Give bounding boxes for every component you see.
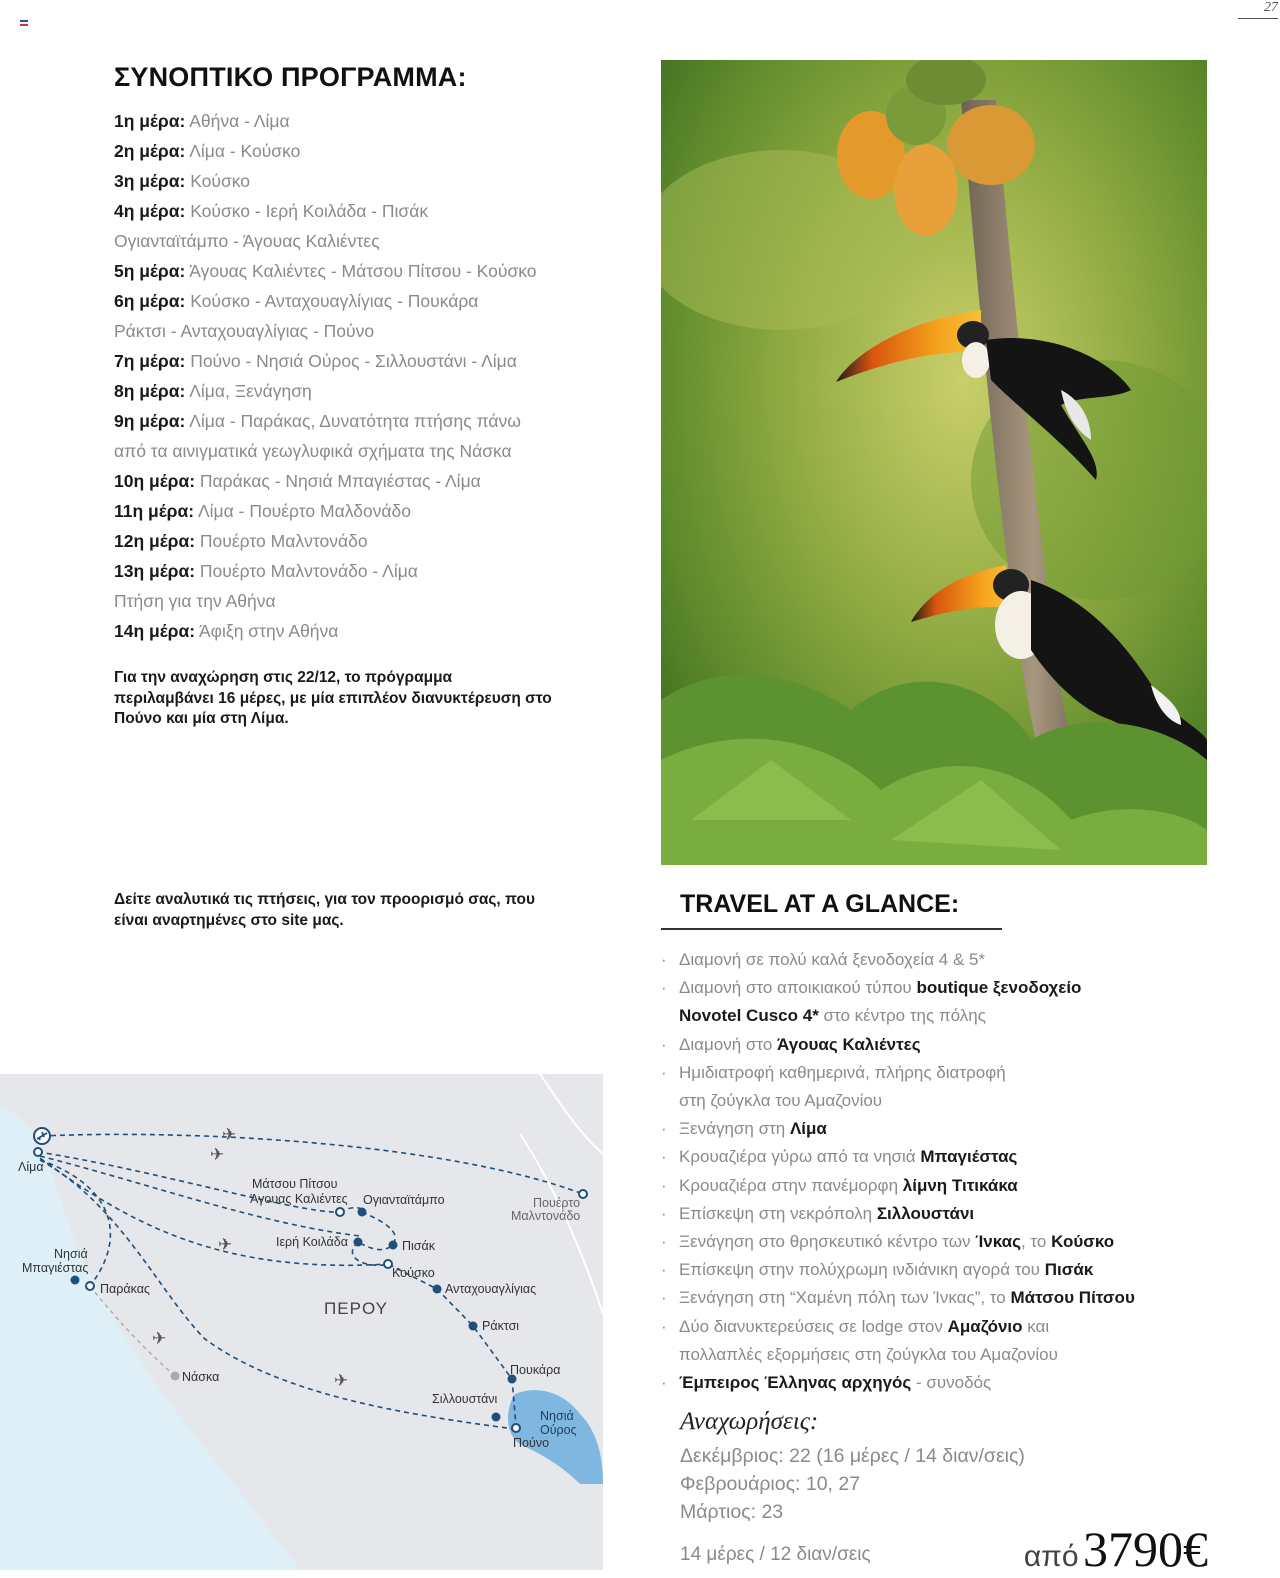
map-point-paracas: [86, 1282, 94, 1290]
glance-item-bold: Μάτσου Πίτσου: [1010, 1288, 1135, 1308]
program-day-label: 1η μέρα:: [114, 111, 186, 131]
bullet-icon: ·: [661, 1062, 667, 1082]
bullet-icon: ·: [661, 1175, 667, 1195]
program-day: [114, 256, 537, 286]
map-point-pisac: [389, 1241, 398, 1250]
plane-icon: ✈: [334, 1371, 349, 1390]
map-point-puno: [512, 1424, 520, 1432]
map-label-pisac: Πισάκ: [402, 1239, 435, 1253]
map-label-paracas: Παράκας: [100, 1282, 150, 1296]
program-day-text: Κούσκο - Ιερή Κοιλάδα - Πισάκ: [190, 201, 429, 221]
program-day: [114, 286, 537, 316]
program-day-label: 14η μέρα:: [114, 621, 196, 641]
glance-item-continuation: [679, 1002, 1135, 1030]
program-day-label: 5η μέρα:: [114, 261, 186, 281]
plane-icon: ✈: [210, 1145, 225, 1164]
glance-item-text: Ημιδιατροφή καθημερινά, πλήρης διατροφή: [679, 1062, 1006, 1082]
map-point-andahuaylillas: [433, 1285, 442, 1294]
glance-item: [661, 1284, 1135, 1312]
bullet-icon: ·: [661, 1288, 667, 1308]
glance-item-text: πολλαπλές εξορμήσεις στη ζούγκλα του Αμαζονίου: [679, 1344, 1058, 1364]
glance-divider: [661, 928, 1002, 930]
glance-item-text: Διαμονή στο αποικιακού τύπου: [679, 978, 917, 998]
glance-item-bold: Έμπειρος Έλληνας αρχηγός: [679, 1373, 912, 1393]
glance-item-text: Δύο διανυκτερεύσεις σε lodge στον: [679, 1316, 948, 1336]
map-label-ballestas: Μπαγιέστας: [22, 1261, 89, 1275]
bullet-icon: ·: [661, 978, 667, 998]
glance-item: [661, 1256, 1135, 1284]
program-day-label: 2η μέρα:: [114, 141, 186, 161]
map-point-lima: [34, 1148, 42, 1156]
glance-item: [661, 1059, 1135, 1115]
glance-item-bold: Κούσκο: [1051, 1232, 1115, 1252]
map-label-nasca: Νάσκα: [182, 1370, 220, 1384]
glance-item-bold: Novotel Cusco 4*: [679, 1006, 819, 1026]
departure-note: Για την αναχώρηση στις 22/12, το πρόγραμμα περιλαμβάνει 16 μέρες, με μία επιπλέον διανυκτέρευση στο Πούνο και μία στη Λίμα.: [114, 669, 552, 727]
glance-item-text: και: [1022, 1316, 1050, 1336]
program-day: [114, 346, 537, 376]
glance-item: [661, 1172, 1135, 1200]
glance-item-text: Διαμονή στο: [679, 1034, 778, 1054]
bullet-icon: ·: [661, 1147, 667, 1167]
bullet-icon: ·: [661, 1034, 667, 1054]
bullet-icon: ·: [661, 1119, 667, 1139]
map-point-ballestas: [71, 1276, 80, 1285]
toucan-photo: [661, 60, 1207, 865]
plane-icon: ✈: [218, 1235, 233, 1254]
program-day: [114, 106, 537, 136]
program-day-label: 3η μέρα:: [114, 171, 186, 191]
glance-item-bold: Ίνκας: [975, 1232, 1021, 1252]
glance-item-text: Διαμονή σε πολύ καλά ξενοδοχεία 4 & 5*: [679, 950, 986, 969]
glance-item-bold: Σιλλουστάνι: [876, 1203, 975, 1223]
map-label-cusco: Κούσκο: [392, 1266, 435, 1280]
program-day-text: Άγουας Καλιέντες - Μάτσου Πίτσου - Κούσκο: [189, 261, 537, 281]
program-day-text: Άφιξη στην Αθήνα: [198, 621, 339, 641]
flag-icon: [20, 20, 28, 26]
map-label-sillustani: Σιλλουστάνι: [432, 1392, 498, 1406]
program-day: [114, 526, 537, 556]
trip-duration: 14 μέρες / 12 διαν/σεις: [680, 1544, 871, 1565]
program-day-continuation: Ογιανταϊτάμπο - Άγουας Καλιέντες: [114, 231, 380, 251]
program-day-continuation: Πτήση για την Αθήνα: [114, 591, 276, 611]
glance-item: [661, 1200, 1135, 1228]
map-point-ollanta: [358, 1208, 367, 1217]
program-day: [114, 196, 537, 226]
program-day: [114, 166, 537, 196]
program-day: [114, 466, 537, 496]
map-label-puerto-maldonado: Μαλντονάδο: [511, 1209, 581, 1223]
program-day-continuation: Ράκτσι - Ανταχουαγλίγιας - Πούνο: [114, 321, 375, 341]
glance-item-bold: boutique ξενοδοχείο: [916, 978, 1082, 998]
program-day: [114, 616, 537, 646]
map-point-sacred-valley: [354, 1238, 363, 1247]
program-day-continuation: από τα αινιγματικά γεωγλυφικά σχήματα της Νάσκα: [114, 441, 512, 461]
map-point-cusco: [384, 1260, 392, 1268]
map-label-uros: Ούρος: [540, 1423, 577, 1437]
bullet-icon: ·: [661, 1203, 667, 1223]
program-day-list: [114, 106, 537, 646]
glance-title: TRAVEL AT A GLANCE:: [680, 890, 960, 918]
program-day-label: 13η μέρα:: [114, 561, 196, 581]
program-day: [114, 406, 537, 436]
glance-item: [661, 974, 1135, 1030]
map-label-puno: Πούνο: [513, 1436, 550, 1450]
program-day: [114, 556, 537, 586]
glance-item-bold: Αμαζόνιο: [947, 1316, 1023, 1336]
glance-item: [661, 1031, 1135, 1059]
program-day-text: Λίμα - Παράκας, Δυνατότητα πτήσης πάνω: [189, 411, 521, 431]
price-prefix: από: [1023, 1540, 1079, 1573]
program-day-label: 10η μέρα:: [114, 471, 196, 491]
glance-item-text: Επίσκεψη στη νεκρόπολη: [679, 1203, 877, 1223]
page-number: 27: [1238, 0, 1278, 19]
plane-icon: ✈: [222, 1125, 237, 1144]
map-label-puerto-maldonado: Πουέρτο: [533, 1196, 581, 1210]
departures-title: Αναχωρήσεις:: [680, 1408, 819, 1435]
map-label-andahuaylillas: Ανταχουαγλίγιας: [445, 1282, 537, 1296]
map-point-sillustani: [492, 1413, 501, 1422]
glance-item-text: Επίσκεψη στην πολύχρωμη ινδιάνικη αγορά του: [679, 1260, 1045, 1280]
map-label-raqchi: Ράκτσι: [482, 1319, 520, 1333]
airport-icon: [34, 1128, 50, 1144]
glance-item-text: Ξενάγηση στη “Χαμένη πόλη των Ίνκας”, το: [679, 1288, 1011, 1308]
program-day-text: Πούνο - Νησιά Ούρος - Σιλλουστάνι - Λίμα: [190, 351, 517, 371]
bullet-icon: ·: [661, 1232, 667, 1252]
map-country-label: ΠΕΡΟΥ: [324, 1299, 388, 1318]
bullet-icon: ·: [661, 1316, 667, 1336]
map-label-machu-picchu: Μάτσου Πίτσου: [252, 1177, 338, 1191]
price-value: 3790€: [1083, 1521, 1208, 1577]
map-label-aguas-calientes: Άγουας Καλιέντες: [250, 1192, 348, 1206]
glance-item-continuation: [679, 1341, 1135, 1369]
bullet-icon: ·: [661, 950, 667, 969]
program-day: [114, 376, 537, 406]
program-day-text: Λίμα - Κούσκο: [189, 141, 301, 161]
glance-item-text: , το: [1020, 1232, 1052, 1252]
map-label-pucara: Πουκάρα: [510, 1363, 561, 1377]
map-label-ballestas: Νησιά: [54, 1247, 88, 1261]
departure-dates: [680, 1442, 1025, 1526]
glance-item-text: - συνοδός: [911, 1373, 992, 1393]
program-day-text: Λίμα - Πουέρτο Μαλδονάδο: [197, 501, 412, 521]
map-label-uros: Νησιά: [540, 1409, 574, 1423]
program-day-text: Παράκας - Νησιά Μπαγιέστας - Λίμα: [199, 471, 481, 491]
map-point-aguas: [336, 1208, 344, 1216]
map-label-ollantaytambo: Ογιανταϊτάμπο: [363, 1193, 445, 1207]
program-day: [114, 136, 537, 166]
program-day-text: Κούσκο - Ανταχουαγλίγιας - Πουκάρα: [190, 291, 479, 311]
price: [1024, 1520, 1208, 1578]
glance-item-continuation: [679, 1087, 1135, 1115]
glance-item-bold: λίμνη Τιτικάκα: [902, 1175, 1018, 1195]
bullet-icon: ·: [661, 1260, 667, 1280]
glance-item: [661, 1228, 1135, 1256]
glance-item-text: Ξενάγηση στο θρησκευτικό κέντρο των: [679, 1232, 976, 1252]
program-day-label: 8η μέρα:: [114, 381, 186, 401]
glance-list: [661, 946, 1135, 1397]
program-day-text: Κούσκο: [190, 171, 251, 191]
departure-line: Μάρτιος: 23: [680, 1501, 784, 1523]
program-day-label: 4η μέρα:: [114, 201, 186, 221]
program-day: [114, 496, 537, 526]
departure-line: Δεκέμβριος: 22 (16 μέρες / 14 διαν/σεις): [680, 1445, 1025, 1467]
glance-item: [661, 1143, 1135, 1171]
program-title: ΣΥΝΟΠΤΙΚΟ ΠΡΟΓΡΑΜΜΑ:: [114, 62, 467, 92]
map-label-sacred-valley: Ιερή Κοιλάδα: [276, 1235, 348, 1249]
program-day-text: Πουέρτο Μαλντονάδο - Λίμα: [199, 561, 418, 581]
glance-item-bold: Μπαγιέστας: [920, 1147, 1018, 1167]
glance-item-text: στο κέντρο της πόλης: [818, 1006, 986, 1026]
program-day-label: 11η μέρα:: [114, 501, 195, 521]
program-day-text: Λίμα, Ξενάγηση: [189, 381, 312, 401]
departure-line: Φεβρουάριος: 10, 27: [680, 1473, 861, 1495]
glance-item: [661, 1115, 1135, 1143]
map-point-puerto-maldonado: [579, 1190, 587, 1198]
program-day-label: 9η μέρα:: [114, 411, 186, 431]
program-day-label: 6η μέρα:: [114, 291, 186, 311]
bullet-icon: ·: [661, 1373, 667, 1393]
map-point-nasca: [171, 1372, 180, 1381]
program-day-label: 7η μέρα:: [114, 351, 186, 371]
program-day-text: Πουέρτο Μαλντονάδο: [199, 531, 368, 551]
flights-note: Δείτε αναλυτικά τις πτήσεις, για τον προορισμό σας, που είναι αναρτημένες στο site μας.: [114, 891, 535, 929]
glance-item-text: στη ζούγκλα του Αμαζονίου: [679, 1091, 883, 1111]
glance-item-bold: Άγουας Καλιέντες: [777, 1034, 921, 1054]
map-point-raqchi: [469, 1322, 478, 1331]
glance-item: [661, 1369, 1135, 1397]
route-map: [0, 1074, 603, 1570]
map-label-lima: Λίμα: [18, 1160, 44, 1174]
glance-item-bold: Λίμα: [789, 1119, 827, 1139]
glance-item: [661, 1313, 1135, 1369]
glance-item-text: Κρουαζιέρα γύρω από τα νησιά: [679, 1147, 921, 1167]
program-day-label: 12η μέρα:: [114, 531, 196, 551]
glance-item-bold: Πισάκ: [1044, 1260, 1094, 1280]
plane-icon: ✈: [152, 1329, 167, 1348]
glance-item-text: Ξενάγηση στη: [679, 1119, 790, 1139]
glance-item-text: Κρουαζιέρα στην πανέμορφη: [679, 1175, 903, 1195]
glance-item: [661, 946, 1135, 974]
program-day-text: Αθήνα - Λίμα: [189, 111, 290, 131]
